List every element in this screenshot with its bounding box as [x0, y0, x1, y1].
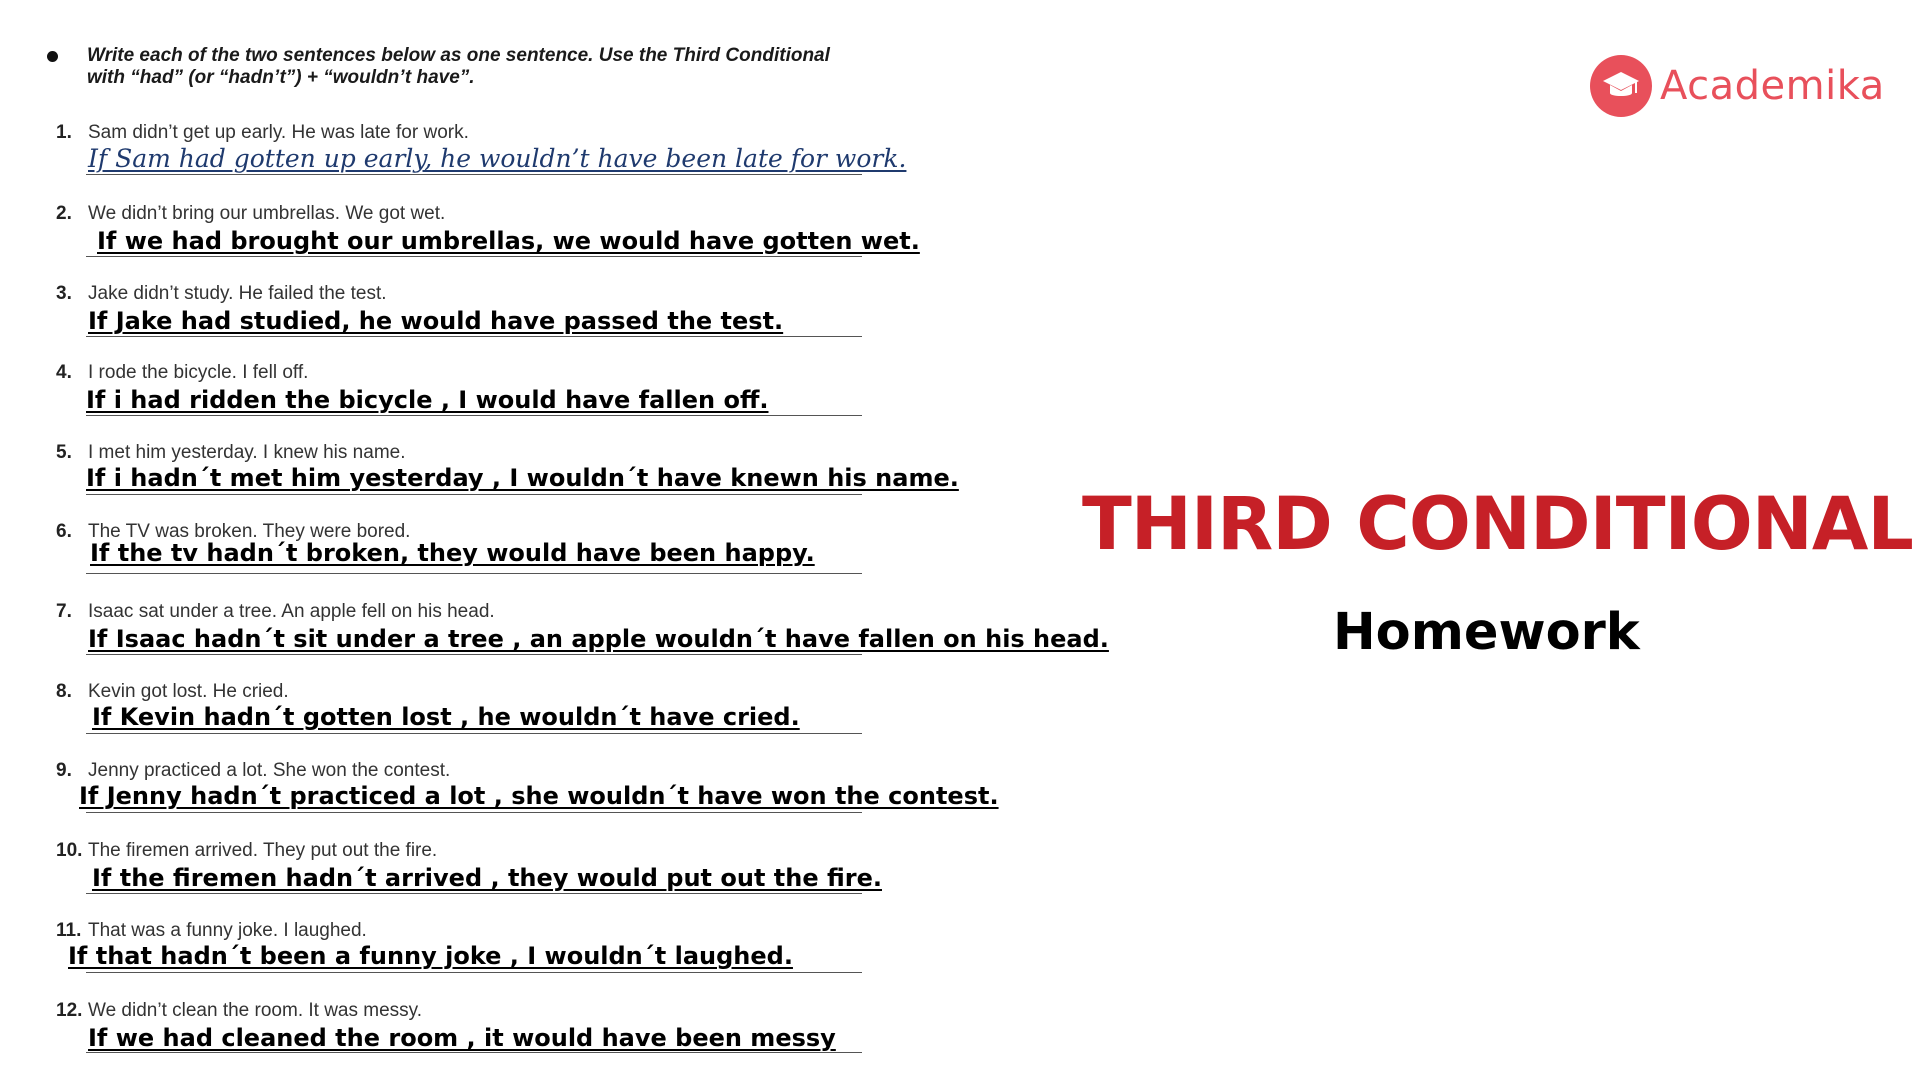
exercise-8 — [0, 681, 1100, 761]
exercise-1 — [0, 122, 1100, 202]
exercise-answer: If Kevin hadn´t gotten lost , he wouldn´t have cried. — [92, 703, 800, 731]
exercise-number: 5. — [56, 442, 72, 463]
exercise-prompt: That was a funny joke. I laughed. — [88, 920, 367, 941]
exercise-5 — [0, 442, 1100, 522]
exercise-number: 9. — [56, 760, 72, 781]
exercise-answer: If Jenny hadn´t practiced a lot , she wouldn´t have won the contest. — [79, 782, 999, 810]
exercise-answer: If we had brought our umbrellas, we would have gotten wet. — [97, 227, 920, 255]
answer-line — [86, 654, 862, 655]
academika-logo — [1590, 55, 1885, 117]
exercise-prompt: I met him yesterday. I knew his name. — [88, 442, 406, 463]
exercise-prompt: The TV was broken. They were bored. — [88, 521, 411, 542]
exercise-answer: If the firemen hadn´t arrived , they would put out the fire. — [92, 864, 882, 892]
exercise-number: 8. — [56, 681, 72, 702]
exercise-number: 6. — [56, 521, 72, 542]
exercise-answer: If we had cleaned the room , it would have been messy — [88, 1024, 836, 1052]
answer-line — [86, 256, 862, 257]
instruction-line-1: Write each of the two sentences below as one sentence. Use the Third Conditional — [87, 45, 830, 66]
slide-title: THIRD CONDITIONAL — [1082, 482, 1913, 567]
worksheet-instruction — [87, 45, 887, 89]
exercise-12 — [0, 1000, 1100, 1080]
exercise-prompt: We didn’t bring our umbrellas. We got wet. — [88, 203, 446, 224]
exercise-number: 1. — [56, 122, 72, 143]
exercise-prompt: I rode the bicycle. I fell off. — [88, 362, 309, 383]
exercise-answer: If Jake had studied, he would have passed the test. — [88, 307, 784, 335]
instruction-line-2: with “had” (or “hadn’t”) + “wouldn’t have”. — [87, 67, 475, 88]
answer-line — [86, 972, 862, 973]
exercise-prompt: Jake didn’t study. He failed the test. — [88, 283, 387, 304]
answer-line — [86, 415, 862, 416]
exercise-prompt: Sam didn’t get up early. He was late for work. — [88, 122, 469, 143]
exercise-7 — [0, 601, 1109, 681]
exercise-number: 12. — [56, 1000, 83, 1021]
exercise-2 — [0, 203, 1100, 283]
exercise-number: 10. — [56, 840, 83, 861]
exercise-prompt: Kevin got lost. He cried. — [88, 681, 289, 702]
exercise-prompt: The firemen arrived. They put out the fire. — [88, 840, 438, 861]
exercise-3 — [0, 283, 1100, 363]
exercise-prompt: Isaac sat under a tree. An apple fell on his head. — [88, 601, 495, 622]
exercise-number: 7. — [56, 601, 72, 622]
exercise-answer: If i had ridden the bicycle , I would have fallen off. — [86, 386, 769, 414]
exercise-11 — [0, 920, 1100, 1000]
slide-subtitle: Homework — [1333, 603, 1640, 662]
exercise-answer: If the tv hadn´t broken, they would have been happy. — [90, 539, 815, 567]
exercise-answer: If that hadn´t been a funny joke , I wouldn´t laughed. — [68, 942, 793, 970]
exercise-answer: If i hadn´t met him yesterday , I wouldn´t have knewn his name. — [86, 464, 959, 492]
answer-line — [86, 336, 862, 337]
answer-line — [86, 893, 862, 894]
exercise-6 — [0, 521, 1100, 601]
answer-line — [86, 1052, 862, 1053]
logo-wordmark: Academika — [1660, 63, 1885, 109]
graduation-cap-icon — [1590, 55, 1652, 117]
answer-line — [86, 733, 862, 734]
exercise-number: 2. — [56, 203, 72, 224]
exercise-number: 11. — [56, 920, 82, 941]
exercise-answer: If Isaac hadn´t sit under a tree , an apple wouldn´t have fallen on his head. — [88, 625, 1109, 653]
answer-line — [86, 174, 862, 175]
exercise-10 — [0, 840, 1100, 920]
exercise-prompt: We didn’t clean the room. It was messy. — [88, 1000, 423, 1021]
answer-line — [86, 812, 862, 813]
exercise-9 — [0, 760, 1100, 840]
exercise-number: 4. — [56, 362, 72, 383]
answer-line — [86, 494, 862, 495]
exercise-4 — [0, 362, 1100, 442]
exercise-answer: If Sam had gotten up early, he wouldn’t have been late for work. — [88, 144, 907, 173]
exercise-prompt: Jenny practiced a lot. She won the contest. — [88, 760, 451, 781]
exercise-number: 3. — [56, 283, 72, 304]
answer-line — [86, 573, 862, 574]
bullet-point — [47, 51, 58, 62]
